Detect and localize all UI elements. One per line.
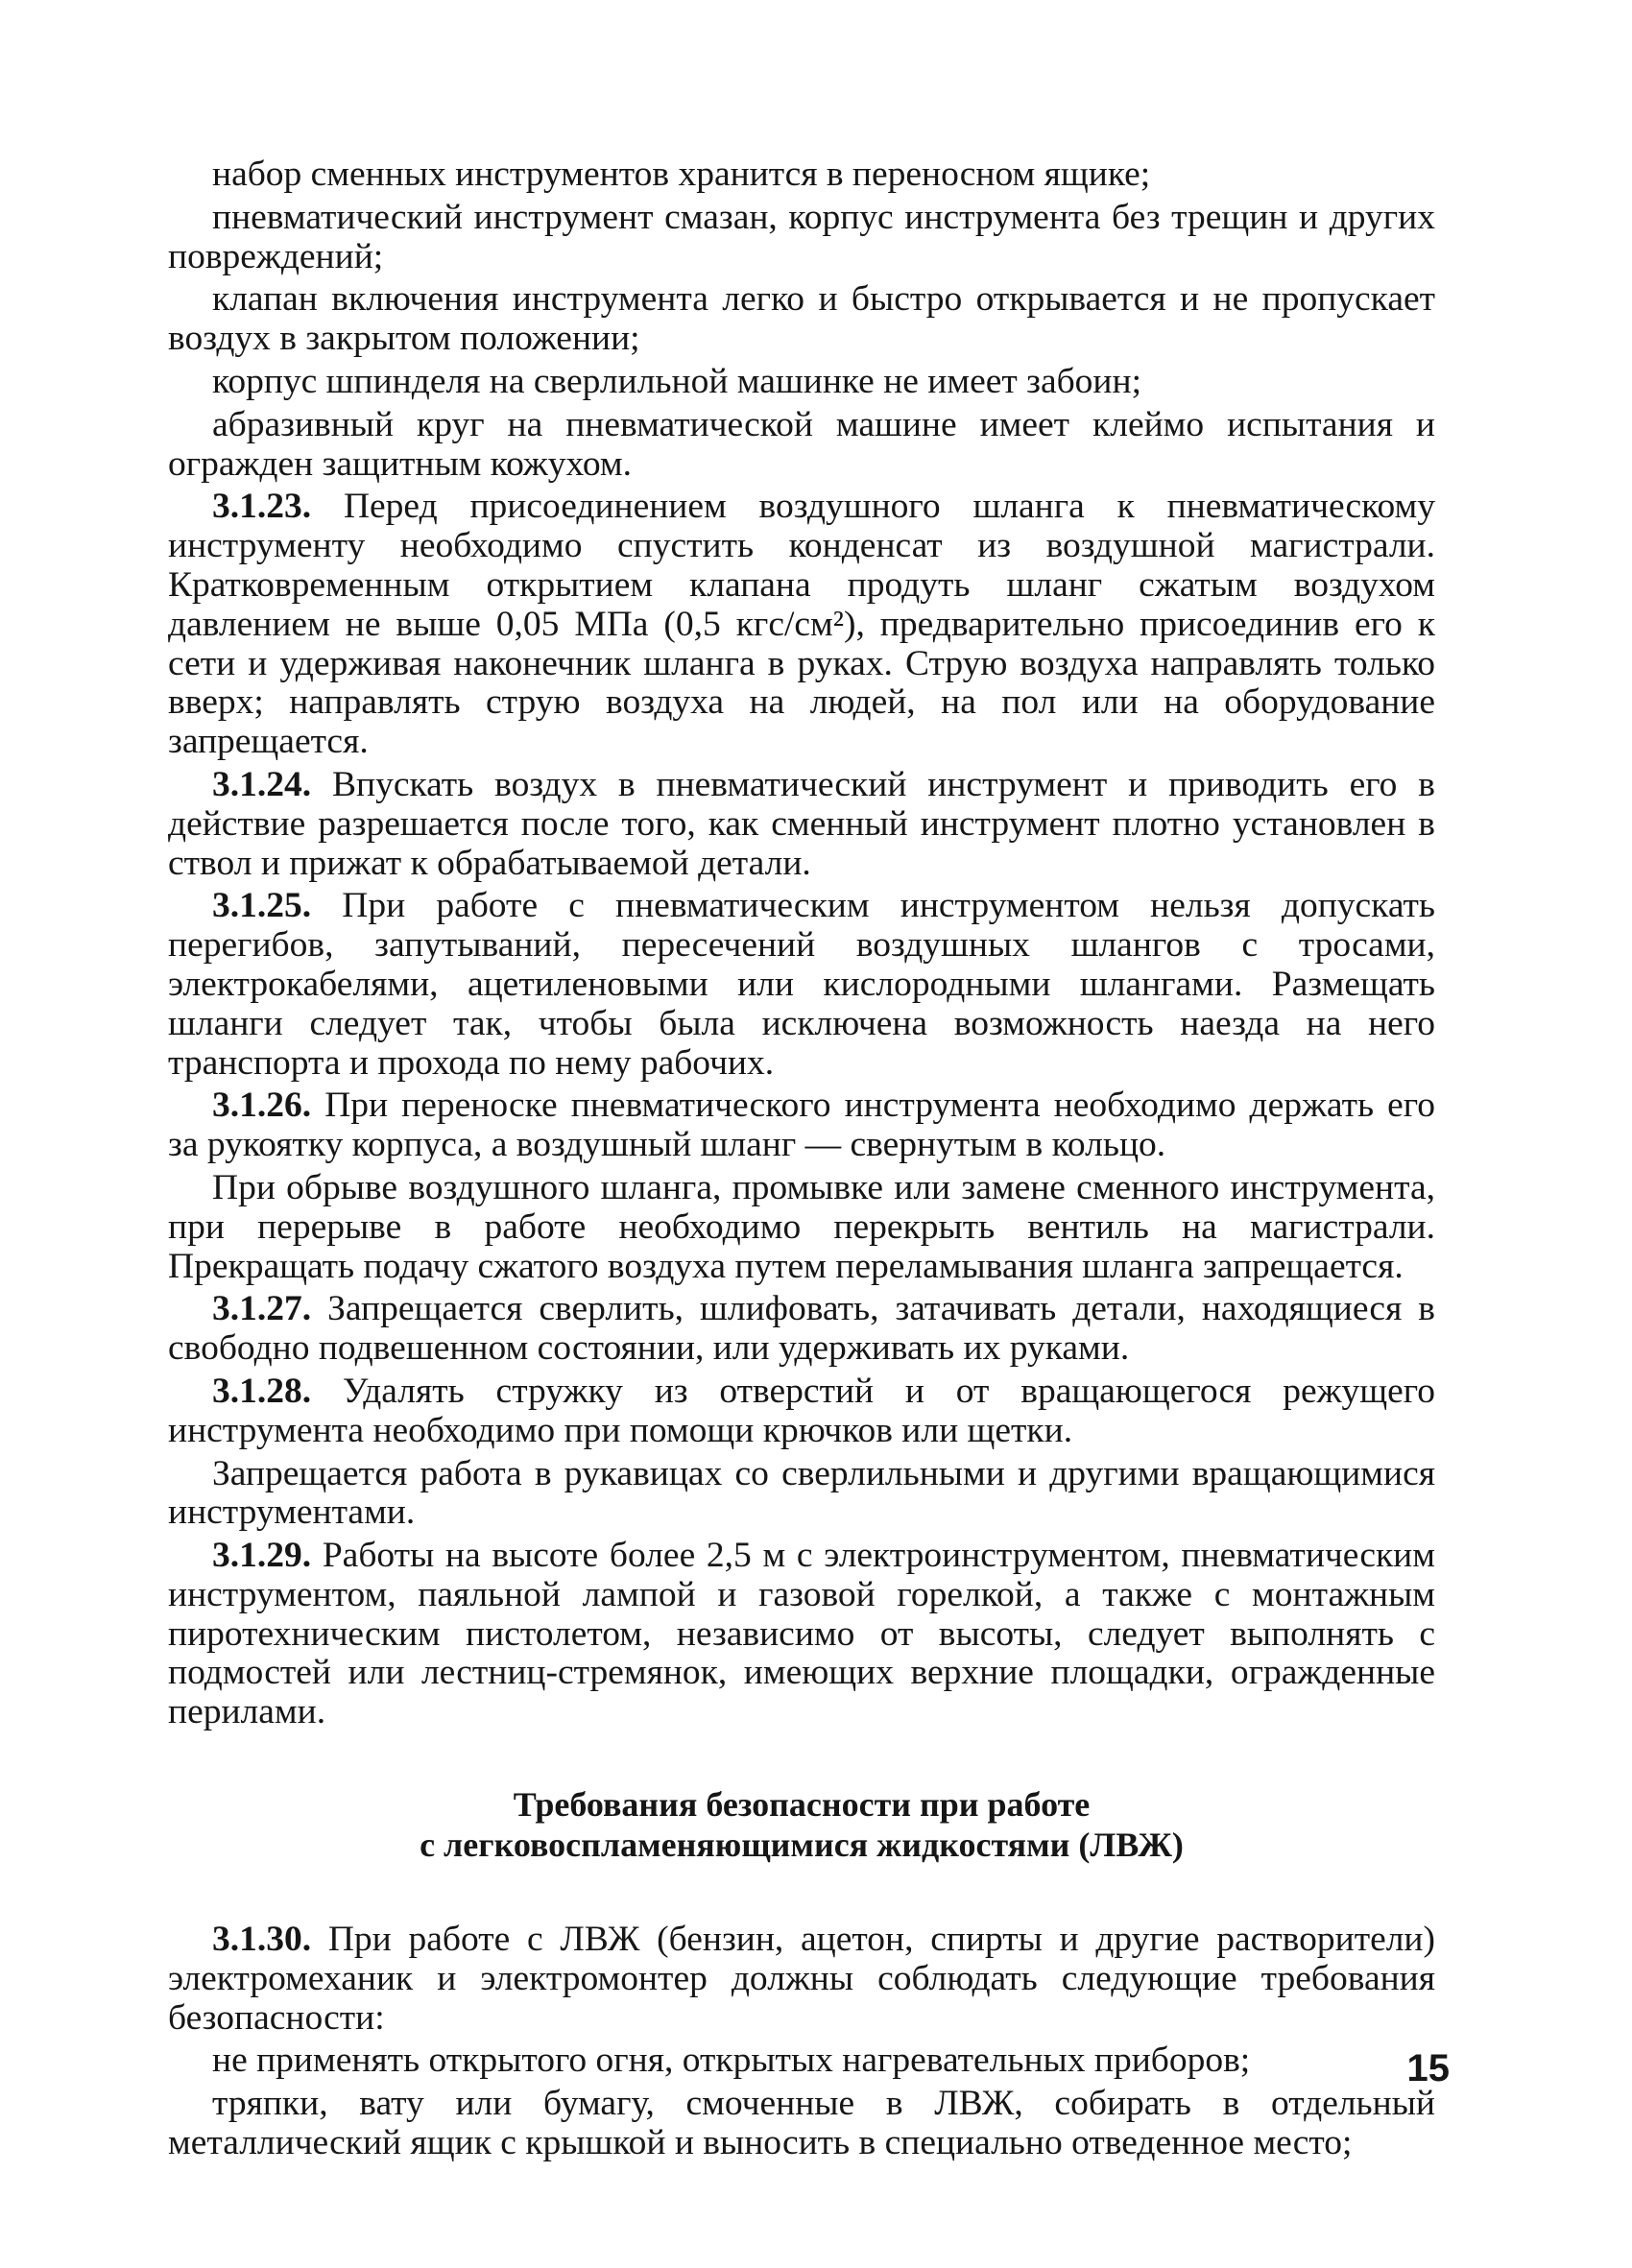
paragraph-text: абразивный круг на пневматической машине имеет клеймо испытания и огражден защитным кожухом.: [168, 404, 1435, 484]
paragraph: [168, 2085, 1435, 2163]
paragraph: [168, 887, 1435, 1083]
paragraph: [168, 199, 1435, 277]
clause-number: 3.1.27.: [212, 1289, 312, 1329]
paragraph-text: корпус шпинделя на сверлильной машинке не имеет забоин;: [212, 361, 1141, 401]
paragraph-text: При работе с пневматическим инструментом нельзя допускать перегибов, запутываний, пересечений воздушных шлангов с тросами, электрокабелями, ацетиленовыми или кислородными шлангами. Размещать шланги следует так, чтобы была исключена возможность наезда на него транспорта и прохода по нему рабочих.: [168, 886, 1435, 1083]
paragraph-text: пневматический инструмент смазан, корпус инструмента без трещин и других повреждений;: [168, 197, 1435, 276]
paragraph: [168, 155, 1435, 195]
paragraph: [168, 1373, 1435, 1451]
paragraph-text: Удалять стружку из отверстий и от вращающегося режущего инструмента необходимо при помощи крючков или щетки.: [168, 1371, 1435, 1450]
paragraph-text: Впускать воздух в пневматический инструмент и приводить его в действие разрешается после того, как сменный инструмент плотно установлен в ствол и прижат к обрабатываемой детали.: [168, 764, 1435, 883]
paragraph-text: При обрыве воздушного шланга, промывке или замене сменного инструмента, при перерыве в работе необходимо перекрыть вентиль на магистрали. Прекращать подачу сжатого воздуха путем переламывания шланга запрещается.: [168, 1167, 1435, 1286]
clause-number: 3.1.25.: [212, 886, 312, 926]
paragraph-text: набор сменных инструментов хранится в переносном ящике;: [212, 155, 1151, 194]
paragraph-text: тряпки, вату или бумагу, смоченные в ЛВЖ, собирать в отдельный металлический ящик с крышкой и выносить в специально отведенное место;: [168, 2084, 1435, 2163]
paragraph-text: При работе с ЛВЖ (бензин, ацетон, спирты и другие растворители) электромеханик и электромонтер должны соблюдать следующие требования безопасности:: [168, 1920, 1435, 2038]
section-heading-line-1: Требования безопасности при работе: [513, 1785, 1091, 1825]
clause-number: 3.1.30.: [212, 1920, 312, 1960]
paragraph: [168, 406, 1435, 485]
paragraph-text: При переноске пневматического инструмента необходимо держать его за рукоятку корпуса, а воздушный шланг — свернутым в кольцо.: [168, 1086, 1435, 1165]
paragraph: [168, 1921, 1435, 2038]
section-heading: [168, 1784, 1435, 1865]
paragraph: [168, 488, 1435, 762]
paragraph: [168, 2041, 1435, 2081]
paragraph: [168, 1537, 1435, 1732]
document-body-top: [168, 155, 1435, 1732]
clause-number: 3.1.23.: [212, 487, 312, 527]
paragraph-text: не применять открытого огня, открытых нагревательных приборов;: [212, 2041, 1251, 2081]
section-heading-line-2: с легковоспламеняющимися жидкостями (ЛВЖ): [420, 1826, 1184, 1865]
paragraph-text: Запрещается работа в рукавицах со сверлильными и другими вращающимися инструментами.: [168, 1453, 1435, 1533]
clause-number: 3.1.24.: [212, 764, 312, 804]
paragraph: [168, 363, 1435, 402]
paragraph-text: Запрещается сверлить, шлифовать, затачивать детали, находящиеся в свободно подвешенном состоянии, или удерживать их руками.: [168, 1289, 1435, 1369]
paragraph: [168, 280, 1435, 359]
page-number: 15: [1406, 2047, 1450, 2089]
paragraph: [168, 1290, 1435, 1369]
paragraph: [168, 1086, 1435, 1165]
paragraph: [168, 1455, 1435, 1534]
paragraph-text: клапан включения инструмента легко и быстро открывается и не пропускает воздух в закрытом положении;: [168, 279, 1435, 359]
document-body-bottom: [168, 1921, 1435, 2163]
paragraph-text: Работы на высоте более 2,5 м с электроинструментом, пневматическим инструментом, паяльной лампой и газовой горелкой, а также с монтажным пиротехническим пистолетом, независимо от высоты, следует выполнять с подмостей или лестниц-стремянок, имеющих верхние площадки, огражденные перилами.: [168, 1536, 1435, 1732]
paragraph: [168, 766, 1435, 883]
paragraph-text: Перед присоединением воздушного шланга к пневматическому инструменту необходимо спустить конденсат из воздушной магистрали. Кратковременным открытием клапана продуть шланг сжатым воздухом давлением не выше 0,05 МПа (0,5 кгс/см²), предварительно присоединив его к сети и удерживая наконечник шланга в руках. Струю воздуха направлять только вверх; направлять струю воздуха на людей, на пол или на оборудование запрещается.: [168, 487, 1435, 762]
paragraph: [168, 1169, 1435, 1286]
document-page: [168, 155, 1435, 2163]
clause-number: 3.1.26.: [212, 1086, 312, 1126]
clause-number: 3.1.28.: [212, 1371, 312, 1411]
clause-number: 3.1.29.: [212, 1536, 312, 1576]
